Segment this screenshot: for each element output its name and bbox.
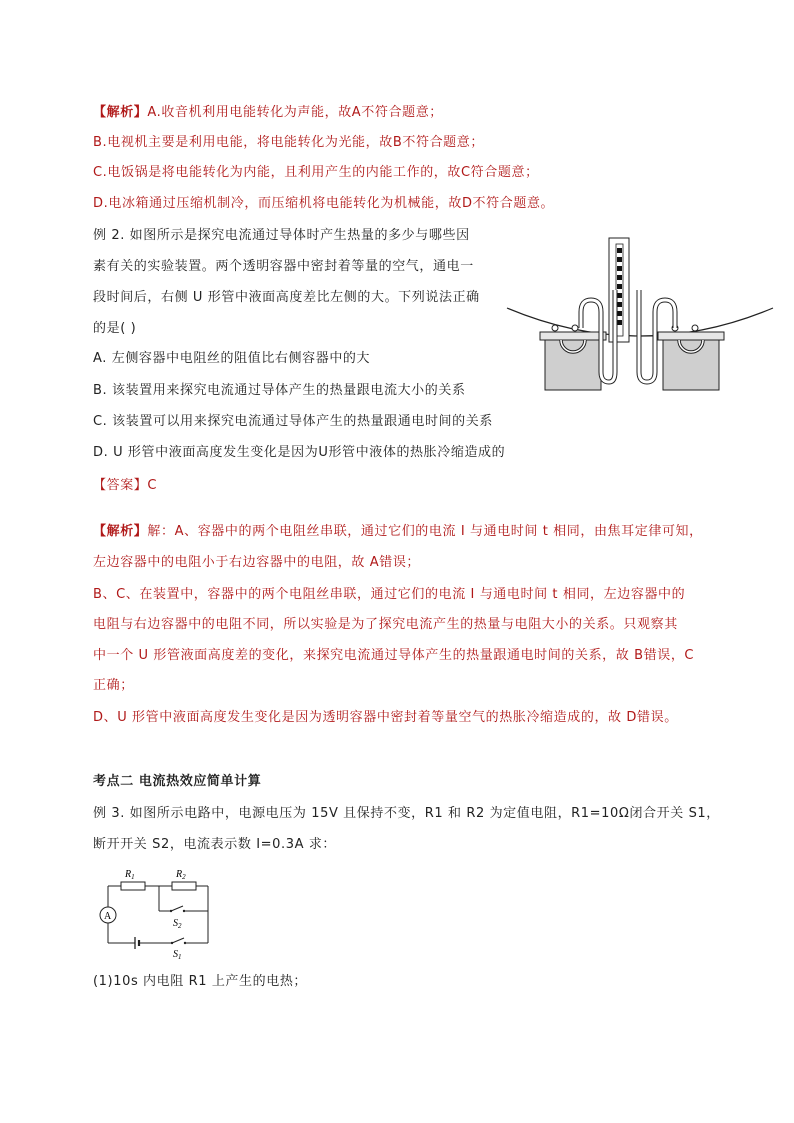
s1-label: $S_1$: [173, 949, 182, 959]
analysis1-line-d: D.电冰箱通过压缩机制冷，而压缩机将电能转化为机械能，故D不符合题意。: [93, 196, 555, 211]
example2-option-c: C. 该装置可以用来探究电流通过导体产生的热量跟通电时间的关系: [93, 414, 493, 429]
section-title: 考点二 电流热效应简单计算: [93, 774, 262, 789]
example2-question-line4: 的是( ): [93, 321, 137, 336]
analysis2-line-b3: 中一个 U 形管液面高度差的变化，来探究电流通过导体产生的热量跟通电时间的关系，故 B错误，C: [93, 648, 695, 663]
analysis2-line-b2: 电阻与右边容器中的电阻不同，所以实验是为了探究电流产生的热量与电阻大小的关系。只观察其: [93, 617, 678, 632]
example2-question-line3: 段时间后，右侧 U 形管中液面高度差比左侧的大。下列说法正确: [93, 290, 480, 305]
s2-label: $S_2$: [173, 918, 182, 930]
example2-question-line1: 例 2. 如图所示是探究电流通过导体时产生热量的多少与哪些因: [93, 228, 470, 243]
example2-option-b: B. 该装置用来探究电流通过导体产生的热量跟电流大小的关系: [93, 383, 466, 398]
analysis1-line-a: 【解析】A.收音机利用电能转化为声能，故A不符合题意；: [93, 105, 443, 120]
example2-answer: 【答案】C: [93, 478, 158, 493]
analysis2-line-a: 【解析】解：A、容器中的两个电阻丝串联，通过它们的电流 I 与通电时间 t 相同，由焦耳定律可知，: [93, 524, 703, 539]
r1-label: $R_1$: [125, 869, 135, 881]
ammeter-label: A: [104, 911, 112, 922]
example2-option-d: D. U 形管中液面高度发生变化是因为U形管中液体的热胀冷缩造成的: [93, 445, 506, 460]
analysis-label: 【解析】: [93, 524, 148, 539]
example3-question-line2: 断开开关 S2，电流表示数 I=0.3A 求：: [93, 837, 337, 852]
analysis2-line-d: D、U 形管中液面高度发生变化是因为透明容器中密封着等量空气的热胀冷缩造成的，故 D错误。: [93, 710, 678, 725]
r2-label: $R_2$: [176, 869, 186, 881]
analysis1-line-c: C.电饭锅是将电能转化为内能，且利用产生的内能工作的，故C符合题意；: [93, 165, 539, 180]
analysis2-line-b1: B、C、在装置中，容器中的两个电阻丝串联，通过它们的电流 I 与通电时间 t 相同，左边容器中的: [93, 587, 686, 602]
joule-heating-apparatus-figure: [505, 236, 775, 396]
analysis1-line-b: B.电视机主要是利用电能，将电能转化为光能，故B不符合题意；: [93, 135, 484, 150]
analysis2-line-b4: 正确；: [93, 678, 134, 693]
example3-question-line1: 例 3. 如图所示电路中，电源电压为 15V 且保持不变，R1 和 R2 为定值电阻，R1=10Ω闭合开关 S1，: [93, 806, 720, 821]
analysis-label: 【解析】: [93, 105, 148, 120]
circuit-diagram-figure: [95, 864, 220, 959]
example2-question-line2: 素有关的实验装置。两个透明容器中密封着等量的空气，通电一: [93, 259, 474, 274]
example2-option-a: A. 左侧容器中电阻丝的阻值比右侧容器中的大: [93, 351, 371, 366]
example3-subquestion-1: (1)10s 内电阻 R1 上产生的电热；: [93, 974, 308, 989]
analysis2-line-a2: 左边容器中的电阻小于右边容器中的电阻，故 A错误；: [93, 555, 421, 570]
